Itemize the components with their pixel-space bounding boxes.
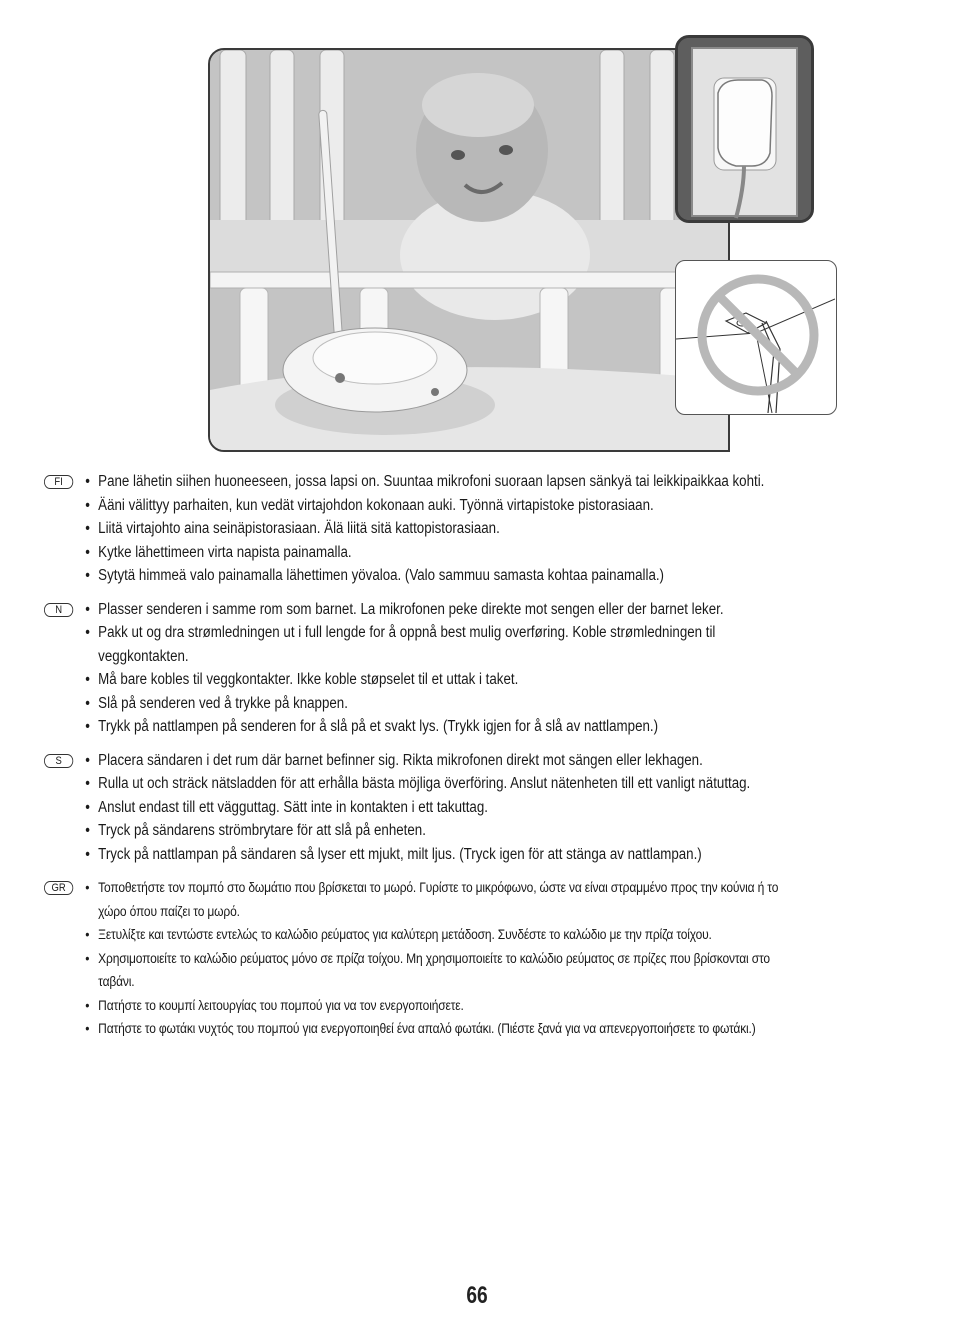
list-item: • Sytytä himmeä valo painamalla lähettimen yövaloa. (Valo sammuu samasta kohtaa painamalla.) [85, 564, 783, 588]
section-fi [44, 470, 784, 588]
section-s [44, 749, 784, 867]
list-item: • Anslut endast till ett vägguttag. Sätt inte in kontakten i ett takuttag. [85, 796, 783, 820]
wall-outlet-plug-photo [675, 35, 814, 223]
language-badge: N [44, 603, 73, 617]
list-item: • Rulla ut och sträck nätsladden för att erhålla bästa möjliga överföring. Anslut nätenheten till ett vanligt nätuttag. [85, 772, 783, 796]
list-item: • Liitä virtajohto aina seinäpistorasiaan. Älä liitä sitä kattopistorasiaan. [85, 517, 783, 541]
language-badge: S [44, 754, 73, 768]
list-item: • Tryck på sändarens strömbrytare för att slå på enheten. [85, 819, 783, 843]
list-item: • Plasser senderen i samme rom som barnet. La mikrofonen peke direkte mot sengen eller der barnet leker. [85, 598, 783, 622]
list-item: • Slå på senderen ved å trykke på knappen. [85, 692, 783, 716]
list-item: • Τοποθετήστε τον πομπό στο δωμάτιο που βρίσκεται το μωρό. Γυρίστε το μικρόφωνο, ώστε να είναι στραμμένο προς την κούνια ή το χώρο όπου παίζει το μωρό. [85, 876, 783, 923]
list-item: • Πατήστε το κουμπί λειτουργίας του πομπού για να τον ενεργοποιήσετε. [85, 994, 783, 1018]
no-ceiling-outlet-illustration [675, 260, 837, 415]
language-badge: GR [44, 881, 73, 895]
section-n [44, 598, 784, 739]
list-item: • Pane lähetin siihen huoneeseen, jossa lapsi on. Suuntaa mikrofoni suoraan lapsen sänkyä tai leikkipaikkaa kohti. [85, 470, 783, 494]
list-item: • Må bare kobles til veggkontakter. Ikke koble støpselet til et uttak i taket. [85, 668, 783, 692]
list-item: • Ξετυλίξτε και τεντώστε εντελώς το καλώδιο ρεύματος για καλύτερη μετάδοση. Συνδέστε το καλώδιο με την πρίζα τοίχου. [85, 923, 783, 947]
list-item: • Placera sändaren i det rum där barnet befinner sig. Rikta mikrofonen direkt mot sängen eller lekhagen. [85, 749, 783, 773]
list-item: • Pakk ut og dra strømledningen ut i full lengde for å oppnå best mulig overføring. Koble strømledningen til veggkontakten. [85, 621, 783, 668]
list-item: • Χρησιμοποιείτε το καλώδιο ρεύματος μόνο σε πρίζα τοίχου. Μη χρησιμοποιείτε το καλώδιο ρεύματος σε πρίζες που βρίσκονται στο ταβάνι. [85, 947, 783, 994]
language-badge: FI [44, 475, 73, 489]
instructions-content [44, 470, 784, 1051]
list-item: • Trykk på nattlampen på senderen for å slå på et svakt lys. (Trykk igjen for å slå av nattlampen.) [85, 715, 783, 739]
list-item: • Ääni välittyy parhaiten, kun vedät virtajohdon kokonaan auki. Työnnä virtapistoke pistorasiaan. [85, 494, 783, 518]
list-item: • Tryck på nattlampan på sändaren så lyser ett mjukt, milt ljus. (Tryck igen för att stänga av nattlampan.) [85, 843, 783, 867]
baby-crib-transmitter-photo [208, 48, 730, 452]
list-item: • Kytke lähettimeen virta napista painamalla. [85, 541, 783, 565]
list-item: • Πατήστε το φωτάκι νυχτός του πομπού για ενεργοποιηθεί ένα απαλό φωτάκι. (Πιέστε ξανά για να απενεργοποιήσετε το φωτάκι.) [85, 1017, 783, 1041]
section-gr [44, 876, 784, 1041]
page-number: 66 [466, 1282, 488, 1309]
